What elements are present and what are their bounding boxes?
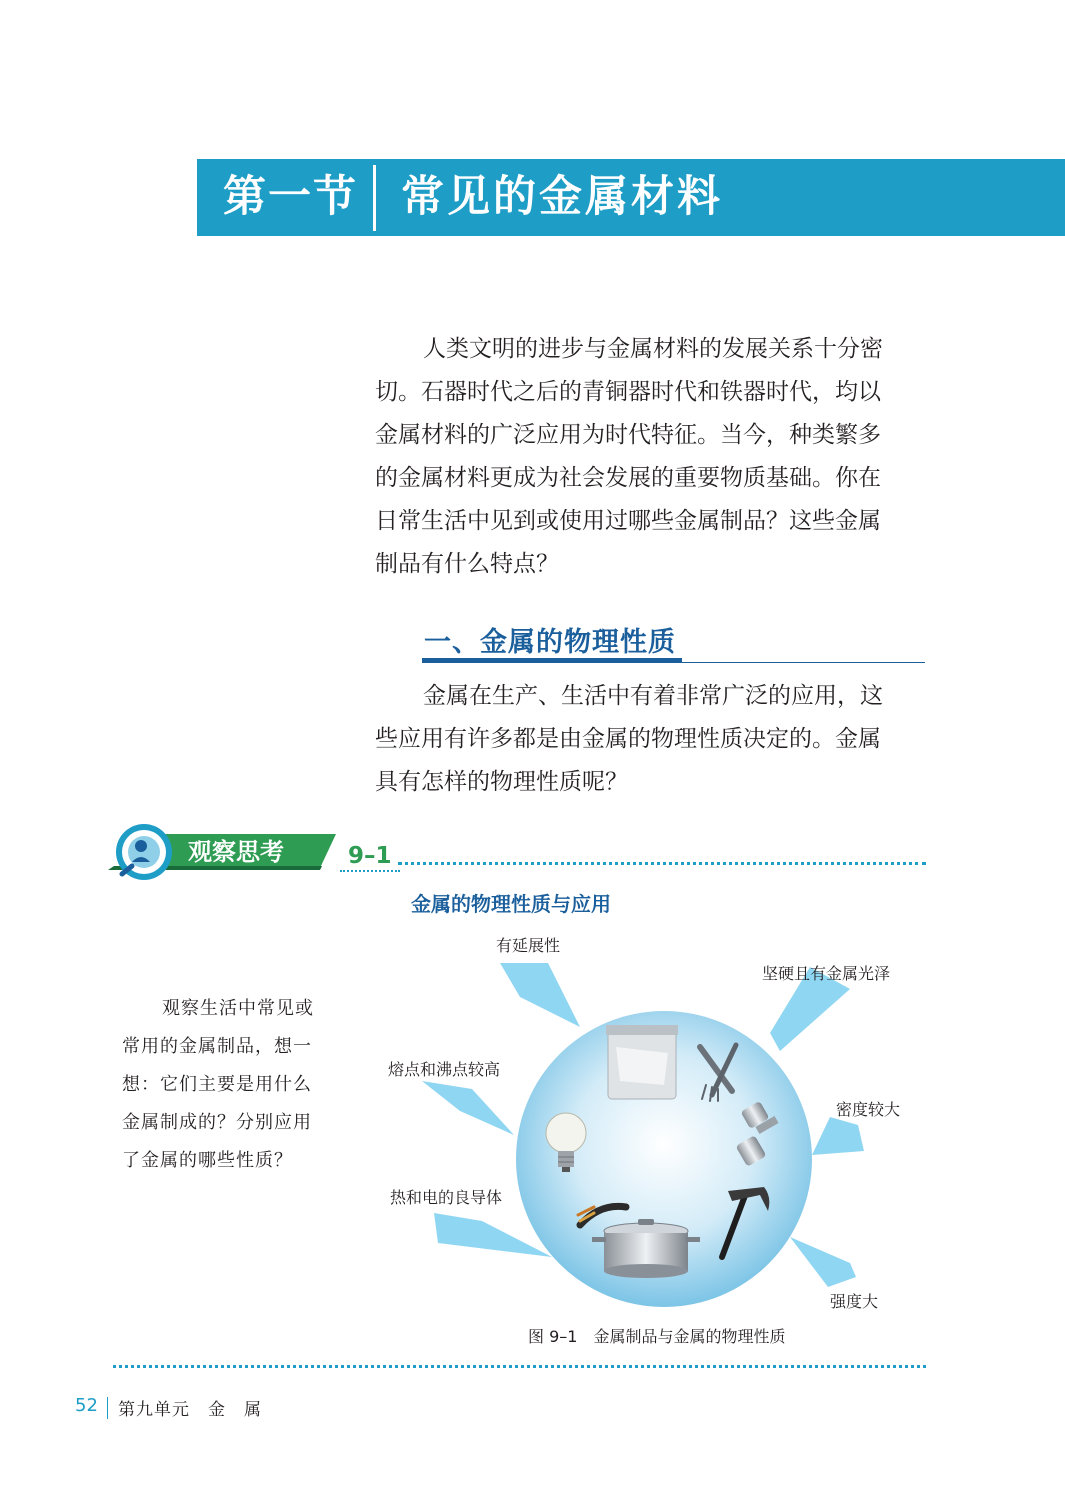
pot-icon xyxy=(592,1219,700,1278)
dotted-underline xyxy=(340,870,400,872)
subsection-line: 具有怎样的物理性质呢？ xyxy=(375,769,628,795)
question-line: 金属制成的？分别应用 xyxy=(122,1112,312,1133)
pointer-ductility xyxy=(500,963,580,1027)
observe-number: 9–1 xyxy=(348,843,392,869)
unit-title: 第九单元 金 属 xyxy=(118,1400,262,1420)
question-line: 想：它们主要是用什么 xyxy=(122,1074,312,1095)
pointer-density xyxy=(812,1117,864,1155)
question-line: 常用的金属制品，想一 xyxy=(122,1036,312,1057)
label-hard-lustrous: 坚硬且有金属光泽 xyxy=(762,964,891,983)
section-title-bar xyxy=(197,159,1065,236)
footer-divider xyxy=(107,1397,108,1419)
label-melting-point: 熔点和沸点较高 xyxy=(388,1060,501,1079)
intro-line: 制品有什么特点？ xyxy=(375,551,559,577)
label-strength: 强度大 xyxy=(830,1292,879,1311)
question-line: 了金属的哪些性质？ xyxy=(122,1150,293,1171)
label-conductor: 热和电的良导体 xyxy=(390,1188,503,1207)
label-density: 密度较大 xyxy=(836,1100,901,1119)
section-title: 常见的金属材料 xyxy=(401,172,723,222)
observe-badge xyxy=(108,822,348,884)
page-number: 52 xyxy=(75,1395,98,1416)
question-line: 观察生活中常见或 xyxy=(162,998,314,1019)
metal-properties-figure xyxy=(380,925,920,1325)
subsection-heading: 一、金属的物理性质 xyxy=(424,627,676,658)
subsection-line: 金属在生产、生活中有着非常广泛的应用，这 xyxy=(423,683,883,709)
bottom-dotted-rule xyxy=(113,1365,926,1368)
title-divider xyxy=(373,165,376,231)
section-number: 第一节 xyxy=(223,172,358,222)
observe-badge-label: 观察思考 xyxy=(188,838,284,866)
subsection-paragraph xyxy=(375,675,927,804)
intro-line: 的金属材料更成为社会发展的重要物质基础。你在 xyxy=(375,465,881,491)
heading-underline xyxy=(422,658,682,663)
heading-rule xyxy=(682,662,925,663)
label-ductility: 有延展性 xyxy=(496,936,561,955)
intro-line: 金属材料的广泛应用为时代特征。当今，种类繁多 xyxy=(375,422,881,448)
intro-paragraph xyxy=(375,328,927,586)
dotted-rule xyxy=(398,862,926,865)
intro-line: 人类文明的进步与金属材料的发展关系十分密 xyxy=(423,336,883,362)
figure-caption: 图 9–1 金属制品与金属的物理性质 xyxy=(528,1327,786,1346)
foil-icon xyxy=(606,1025,678,1099)
observe-question xyxy=(122,990,342,1180)
figure-title: 金属的物理性质与应用 xyxy=(411,892,611,916)
pointer-melting xyxy=(422,1081,514,1135)
intro-line: 日常生活中见到或使用过哪些金属制品？这些金属 xyxy=(375,508,881,534)
pointer-strength xyxy=(790,1237,856,1287)
intro-line: 切。石器时代之后的青铜器时代和铁器时代，均以 xyxy=(375,379,881,405)
subsection-line: 些应用有许多都是由金属的物理性质决定的。金属 xyxy=(375,726,881,752)
